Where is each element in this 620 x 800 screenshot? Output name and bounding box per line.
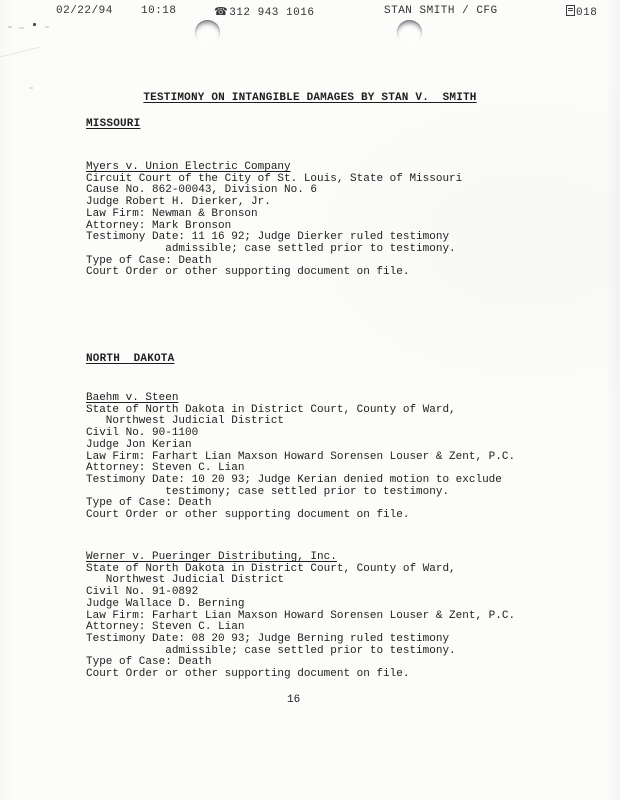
case-name: Myers v. Union Electric Company bbox=[86, 161, 291, 173]
fax-time: 10:18 bbox=[141, 5, 177, 17]
case-line: Law Firm: Newman & Bronson bbox=[86, 207, 258, 220]
case-line: Law Firm: Farhart Lian Maxson Howard Sorensen Louser & Zent, P.C. bbox=[86, 609, 516, 622]
scan-artifact-speck bbox=[8, 26, 12, 28]
fax-sender: STAN SMITH / CFG bbox=[384, 5, 498, 17]
case-line: Judge Robert H. Dierker, Jr. bbox=[86, 196, 271, 209]
fax-header bbox=[0, 5, 620, 19]
case-block-werner bbox=[86, 552, 515, 681]
case-line: Type of Case: Death bbox=[86, 656, 212, 669]
scan-artifact-speck bbox=[33, 23, 36, 26]
case-line: Type of Case: Death bbox=[86, 497, 212, 510]
fax-page-count-value: 018 bbox=[576, 7, 598, 19]
case-line: Circuit Court of the City of St. Louis, State of Missouri bbox=[86, 172, 463, 185]
scan-artifact-speck bbox=[29, 87, 33, 89]
case-name: Baehm v. Steen bbox=[86, 392, 179, 404]
fax-phone bbox=[214, 5, 314, 19]
case-line: Judge Jon Kerian bbox=[86, 438, 192, 451]
fax-date: 02/22/94 bbox=[56, 5, 113, 17]
case-block-myers bbox=[86, 162, 462, 279]
page-number: 16 bbox=[287, 694, 301, 706]
case-line: Court Order or other supporting document on file. bbox=[86, 266, 410, 279]
case-line: Judge Wallace D. Berning bbox=[86, 597, 245, 610]
section-header-missouri: MISSOURI bbox=[86, 118, 141, 130]
case-line: Northwest Judicial District bbox=[86, 415, 285, 428]
case-line: Civil No. 90-1100 bbox=[86, 427, 199, 440]
scan-artifact-speck bbox=[19, 27, 24, 29]
document-icon bbox=[566, 5, 575, 16]
case-line: Testimony Date: 11 16 92; Judge Dierker ruled testimony bbox=[86, 231, 450, 244]
fax-phone-number: 312 943 1016 bbox=[229, 7, 315, 19]
case-line: Civil No. 91-0892 bbox=[86, 586, 199, 599]
scan-artifact-speck bbox=[45, 26, 49, 28]
case-line: admissible; case settled prior to testimony. bbox=[86, 242, 456, 255]
case-line: Court Order or other supporting document on file. bbox=[86, 668, 410, 681]
case-line: admissible; case settled prior to testimony. bbox=[86, 644, 456, 657]
case-line: Testimony Date: 10 20 93; Judge Kerian denied motion to exclude bbox=[86, 473, 502, 486]
case-line: Type of Case: Death bbox=[86, 254, 212, 267]
case-block-baehm bbox=[86, 393, 515, 522]
case-line: Court Order or other supporting document on file. bbox=[86, 509, 410, 522]
scan-artifact-scratch bbox=[0, 47, 39, 59]
case-line: Attorney: Steven C. Lian bbox=[86, 621, 245, 634]
phone-icon: ☎ bbox=[214, 5, 229, 18]
case-line: Cause No. 862-00043, Division No. 6 bbox=[86, 184, 318, 197]
case-line: Attorney: Mark Bronson bbox=[86, 219, 232, 232]
case-line: Law Firm: Farhart Lian Maxson Howard Sorensen Louser & Zent, P.C. bbox=[86, 450, 516, 463]
section-header-north-dakota: NORTH DAKOTA bbox=[86, 353, 175, 365]
case-line: testimony; case settled prior to testimony. bbox=[86, 485, 450, 498]
case-line: Testimony Date: 08 20 93; Judge Berning ruled testimony bbox=[86, 632, 450, 645]
document-title: TESTIMONY ON INTANGIBLE DAMAGES BY STAN V. SMITH bbox=[143, 92, 477, 104]
case-line: State of North Dakota in District Court, County of Ward, bbox=[86, 403, 456, 416]
punch-hole bbox=[397, 20, 422, 45]
punch-hole bbox=[195, 20, 220, 45]
case-name: Werner v. Pueringer Distributing, Inc. bbox=[86, 551, 337, 563]
fax-page-count bbox=[566, 5, 597, 19]
case-line: State of North Dakota in District Court, County of Ward, bbox=[86, 562, 456, 575]
case-line: Northwest Judicial District bbox=[86, 574, 285, 587]
case-line: Attorney: Steven C. Lian bbox=[86, 462, 245, 475]
